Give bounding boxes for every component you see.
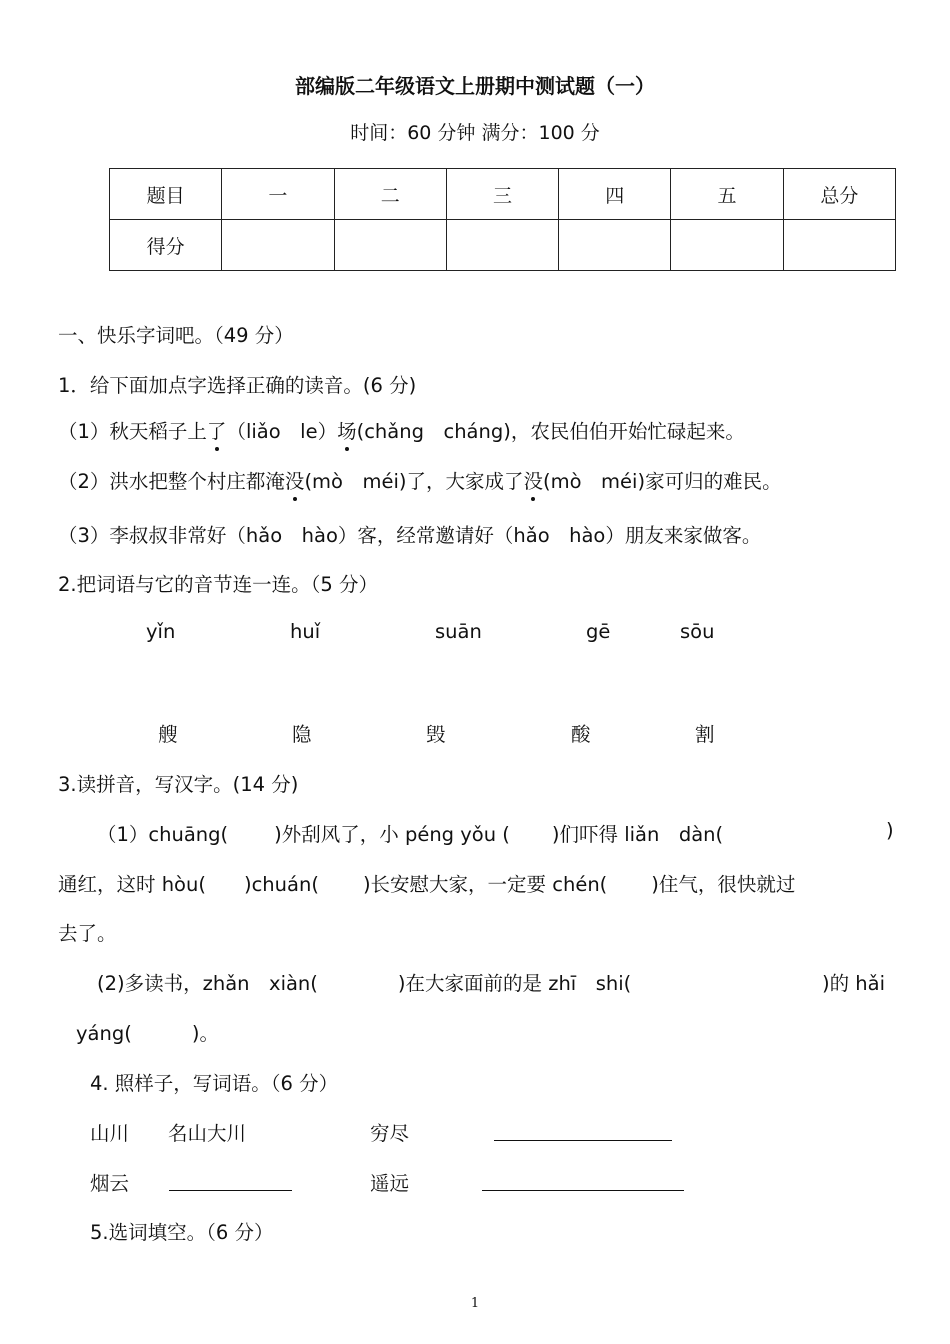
q1-item-2: （2）洪水把整个村庄都淹没(mò méi)了，大家成了没(mò méi)家可归的难民。 [58, 466, 782, 494]
q3-p2-end: )的 hǎi [822, 972, 886, 995]
row-label: 得分 [110, 220, 222, 271]
header-cell: 总分 [783, 169, 895, 220]
q3-p1-line1: （1）chuāng( )外刮风了，小 péng yǒu ( )们吓得 liǎn dàn( [97, 823, 724, 846]
q4-example-word: 山川 [90, 1122, 130, 1145]
page-title: 部编版二年级语文上册期中测试题（一） [295, 74, 655, 98]
header-cell: 三 [446, 169, 558, 220]
score-cell[interactable] [446, 220, 558, 271]
q3-heading: 3.读拼音，写汉字。(14 分) [58, 773, 299, 796]
q5-heading: 5.选词填空。（6 分） [90, 1221, 274, 1244]
q1-item-1: （1）秋天稻子上了（liǎo le）场(chǎng cháng)，农民伯伯开始忙碌起来。 [58, 416, 745, 444]
q2-pinyin: suān [435, 620, 482, 643]
q2-char[interactable]: 酸 [571, 723, 591, 746]
q2-char[interactable]: 隐 [292, 723, 312, 746]
q2-char[interactable]: 割 [695, 723, 715, 746]
page-number: 1 [470, 1296, 480, 1311]
q4-heading: 4. 照样子，写词语。（6 分） [90, 1072, 339, 1095]
q2-pinyin: gē [586, 620, 611, 643]
q3-p1-line2: 通红，这时 hòu( )chuán( )长安慰大家，一定要 chén( )住气，很快就过 [58, 873, 796, 896]
q4-word: 遥远 [370, 1172, 410, 1195]
section1-heading [58, 320, 294, 348]
dotted-char: 没 [524, 466, 544, 494]
q4-answer-line[interactable] [482, 1190, 684, 1191]
score-table-header-row [110, 169, 896, 220]
dotted-char: 了 [207, 416, 227, 444]
q3-p2-line1: (2)多读书，zhǎn xiàn( )在大家面前的是 zhī shi( [97, 972, 632, 995]
q2-pinyin: sōu [680, 620, 715, 643]
dotted-char: 没 [285, 466, 305, 494]
header-cell: 二 [334, 169, 446, 220]
q2-pinyin: huǐ [290, 620, 321, 643]
score-cell[interactable] [783, 220, 895, 271]
q2-heading: 2.把词语与它的音节连一连。（5 分） [58, 573, 378, 596]
header-cell: 一 [222, 169, 334, 220]
score-cell[interactable] [559, 220, 671, 271]
q4-example-answer: 名山大川 [168, 1122, 247, 1145]
q3-p2-line2: yáng( )。 [76, 1022, 219, 1045]
q4-answer-line[interactable] [169, 1190, 292, 1191]
exam-info: 时间：60 分钟 满分：100 分 [350, 122, 600, 144]
dotted-char: 场 [337, 416, 357, 444]
score-cell[interactable] [334, 220, 446, 271]
score-cell[interactable] [671, 220, 783, 271]
q4-word: 穷尽 [370, 1122, 410, 1145]
q1-item-3: （3）李叔叔非常好（hǎo hào）客，经常邀请好（hǎo hào）朋友来家做客。 [58, 524, 762, 547]
header-cell: 题目 [110, 169, 222, 220]
score-table [109, 168, 896, 271]
q2-char[interactable]: 毁 [426, 723, 446, 746]
q3-p1-close: ) [886, 819, 894, 842]
q2-pinyin: yǐn [146, 620, 176, 643]
section1-heading-text: 一、快乐字词吧。（49 分） [58, 324, 294, 347]
q4-answer-line[interactable] [494, 1140, 672, 1141]
header-cell: 五 [671, 169, 783, 220]
q2-char[interactable]: 艘 [158, 723, 178, 746]
q1-heading: 1．给下面加点字选择正确的读音。(6 分) [58, 374, 417, 397]
q3-p1-line3: 去了。 [58, 922, 117, 945]
score-table-score-row [110, 220, 896, 271]
header-cell: 四 [559, 169, 671, 220]
q4-word: 烟云 [90, 1172, 130, 1195]
score-cell[interactable] [222, 220, 334, 271]
